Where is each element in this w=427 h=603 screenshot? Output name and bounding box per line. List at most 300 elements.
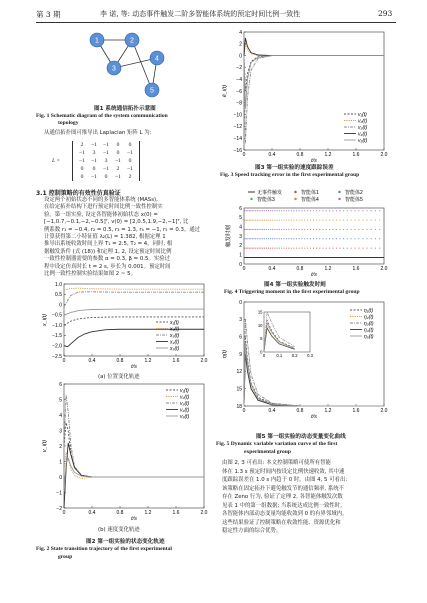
y-tick-label: −2.5 <box>52 353 62 360</box>
trigger-event <box>247 210 248 211</box>
trigger-event <box>255 210 256 211</box>
trigger-event <box>244 238 245 239</box>
matrix-cell: 0 <box>92 166 96 172</box>
trigger-event <box>252 210 253 211</box>
trigger-event <box>253 220 254 221</box>
trigger-event <box>307 220 308 221</box>
legend-label: 智能体3 <box>257 196 275 203</box>
trigger-event <box>255 248 256 249</box>
trigger-event <box>304 229 305 230</box>
trigger-event <box>274 229 275 230</box>
trigger-row-3 <box>244 229 380 230</box>
trigger-event <box>268 248 269 249</box>
legend-swatch <box>338 198 340 200</box>
trigger-event <box>274 248 275 249</box>
trigger-event <box>316 238 317 239</box>
trigger-event <box>326 238 327 239</box>
legend-label: v₁(t) <box>180 387 189 394</box>
x-tick-label: 1.2 <box>324 408 332 414</box>
y-axis-label: v_i(t) <box>42 439 48 453</box>
trigger-event <box>313 248 314 249</box>
trigger-event <box>339 229 340 230</box>
legend-label: v₃(t) <box>358 124 368 131</box>
trigger-event <box>343 210 344 211</box>
y-tick-label: 4 <box>239 224 242 231</box>
trigger-event <box>329 220 330 221</box>
series-line-4 <box>244 354 384 406</box>
legend-label: 无事件触发 <box>257 189 283 196</box>
trigger-event <box>264 238 265 239</box>
matrix-cell: −1 <box>79 150 85 156</box>
series-line-5 <box>244 56 384 109</box>
series-line-3 <box>64 292 204 307</box>
trigger-event <box>279 229 280 230</box>
matrix-cell: 0 <box>128 142 132 148</box>
legend-label: v₅(t) <box>180 413 190 420</box>
trigger-event <box>319 248 320 249</box>
trigger-event <box>296 210 297 211</box>
matrix-cell: −1 <box>103 142 109 148</box>
trigger-event <box>379 229 380 230</box>
trigger-event <box>343 248 344 249</box>
trigger-event <box>329 229 330 230</box>
trigger-event <box>336 229 337 230</box>
x-tick-label: 0 <box>62 510 66 516</box>
trigger-event <box>329 210 330 211</box>
fig2b-subcaption: (b) 速度变化轨迹 <box>98 527 140 533</box>
trigger-event <box>322 210 323 211</box>
trigger-event <box>336 210 337 211</box>
trigger-event <box>362 220 363 221</box>
legend-label: 智能体4 <box>301 196 319 203</box>
matrix-cell: −1 <box>91 142 97 148</box>
y-tick-label: 1 <box>239 252 242 259</box>
trigger-event <box>270 210 271 211</box>
matrix-cell: 0 <box>104 174 108 180</box>
trigger-event <box>354 210 355 211</box>
trigger-event <box>276 210 277 211</box>
trigger-event <box>253 229 254 230</box>
trigger-event <box>299 248 300 249</box>
y-axis-label: ē_i(t) <box>222 84 228 98</box>
x-tick-label: 1.2 <box>144 358 152 364</box>
y-tick-label: −2.0 <box>52 343 62 350</box>
matrix-cell: 3 <box>92 150 96 156</box>
trigger-event <box>270 229 271 230</box>
trigger-event <box>264 229 265 230</box>
trigger-event <box>283 238 284 239</box>
trigger-row-1 <box>244 248 380 249</box>
trigger-event <box>270 248 271 249</box>
y-tick-label: 5 <box>239 215 242 222</box>
trigger-event <box>301 238 302 239</box>
fig5-caption-en-2: experimental group <box>244 449 291 455</box>
trigger-event <box>332 210 333 211</box>
y-tick-label: 2 <box>239 41 242 48</box>
trigger-event <box>351 238 352 239</box>
trigger-event <box>358 229 359 230</box>
trigger-event <box>316 248 317 249</box>
trigger-event <box>244 248 245 249</box>
x-tick-label: 2.0 <box>200 510 208 516</box>
text-line: 该策略在固定拓扑下避免触发节的通信频率, 系统不 <box>222 485 345 492</box>
trigger-event <box>329 248 330 249</box>
matrix-cell: −1 <box>115 158 121 164</box>
trigger-event <box>270 220 271 221</box>
legend-label: v₂(t) <box>180 394 190 401</box>
trigger-event <box>286 238 287 239</box>
trigger-event <box>336 220 337 221</box>
y-tick-label: 3 <box>239 233 242 240</box>
trigger-event <box>319 229 320 230</box>
matrix-cell: 2 <box>128 174 132 180</box>
trigger-event <box>322 220 323 221</box>
y-tick-label: −6 <box>236 88 242 95</box>
trigger-event <box>310 238 311 239</box>
y-tick-label: −1.0 <box>52 322 62 329</box>
trigger-event <box>257 238 258 239</box>
fig1-node-label: 3 <box>112 65 116 73</box>
y-tick-label: 1.0 <box>55 281 62 288</box>
text-line: 这些结果验证了控制策略在收敛性能、资源优化和 <box>222 519 341 526</box>
trigger-event <box>244 220 245 221</box>
inset-x-tick-label: 0 <box>262 353 266 358</box>
series-line-5 <box>64 458 204 492</box>
text-line: 验。第一组实验, 设定各智能体初始状态 x(0) = <box>44 211 158 218</box>
trigger-event <box>268 220 269 221</box>
trigger-event <box>371 210 372 211</box>
trigger-event <box>279 248 280 249</box>
x-tick-label: 0.8 <box>116 358 124 364</box>
trigger-event <box>270 238 271 239</box>
x-axis-label: t/s <box>131 516 137 522</box>
y-axis-label: x_i(t) <box>42 313 48 327</box>
legend-swatch <box>250 198 252 200</box>
fig4-trigger-chart <box>216 186 396 278</box>
x-axis-label: t/s <box>311 158 317 164</box>
trigger-event <box>351 248 352 249</box>
trigger-event <box>296 229 297 230</box>
trigger-event <box>291 229 292 230</box>
trigger-event <box>291 210 292 211</box>
fig4-caption-en: Fig. 4 Triggering moment in the first experimental group <box>224 289 360 295</box>
text-line: 一致性控制器需要的参数 α = 0.3, β = 0.5。实验过 <box>44 256 171 263</box>
trigger-event <box>259 238 260 239</box>
trigger-event <box>259 210 260 211</box>
trigger-event <box>358 210 359 211</box>
trigger-event <box>252 220 253 221</box>
trigger-event <box>281 210 282 211</box>
trigger-event <box>326 220 327 221</box>
trigger-event <box>257 210 258 211</box>
x-tick-label: 1.6 <box>172 358 180 364</box>
trigger-event <box>283 248 284 249</box>
text-line: 在给定拓扑结构下进行预定时间比例一致性控制实 <box>44 204 163 211</box>
y-tick-label: −14 <box>233 136 242 142</box>
trigger-event <box>272 220 273 221</box>
trigger-event <box>299 229 300 230</box>
trigger-event <box>310 220 311 221</box>
fig3-caption-en: Fig. 3 Speed tracking error in the first experimental group <box>220 172 360 178</box>
x-tick-label: 1.6 <box>352 408 360 414</box>
trigger-event <box>249 229 250 230</box>
laplacian-matrix <box>72 141 140 181</box>
x-tick-label: 0.4 <box>88 510 96 516</box>
trigger-event <box>336 248 337 249</box>
fig2a-position-chart <box>36 280 216 372</box>
trigger-row-4 <box>244 220 380 221</box>
fig2-caption-cn: 图2 第一组实验的状态变化轨迹 <box>86 539 165 545</box>
trigger-event <box>347 229 348 230</box>
trigger-event <box>339 210 340 211</box>
x-tick-label: 0.8 <box>296 152 304 158</box>
matrix-cell: 2 <box>80 142 84 148</box>
trigger-event <box>274 238 275 239</box>
trigger-event <box>326 210 327 211</box>
trigger-event <box>264 220 265 221</box>
y-tick-label: 0 <box>239 299 242 306</box>
trigger-event <box>307 238 308 239</box>
plot-frame <box>244 208 384 264</box>
matrix-cell: 2 <box>116 166 120 172</box>
matrix-row <box>76 157 136 165</box>
trigger-event <box>266 220 267 221</box>
series-line-2 <box>244 44 384 56</box>
trigger-event <box>255 238 256 239</box>
trigger-event <box>316 229 317 230</box>
trigger-event <box>288 229 289 230</box>
trigger-event <box>288 210 289 211</box>
legend-label: v₄(t) <box>358 131 368 138</box>
trigger-event <box>250 248 251 249</box>
legend-label: v₃(t) <box>180 400 190 407</box>
trigger-event <box>375 238 376 239</box>
trigger-event <box>260 229 261 230</box>
trigger-event <box>272 229 273 230</box>
series-line-1 <box>64 423 204 477</box>
trigger-event <box>260 248 261 249</box>
trigger-event <box>362 210 363 211</box>
x-axis-label: t/s <box>131 364 137 370</box>
x-axis-label: t/s <box>311 414 317 420</box>
matrix-cell: 0 <box>116 142 120 148</box>
inset-x-tick-label: 0.1 <box>276 353 283 358</box>
trigger-event <box>276 220 277 221</box>
legend-label: x₃(t) <box>170 332 180 339</box>
trigger-event <box>351 210 352 211</box>
trigger-event <box>332 248 333 249</box>
matrix-label: L = <box>52 158 61 164</box>
trigger-event <box>366 248 367 249</box>
fig1-caption-cn: 图1 系统通信拓扑示意图 <box>94 106 156 112</box>
y-tick-label: −1 <box>56 490 62 497</box>
trigger-event <box>354 248 355 249</box>
fig1-node-label: 1 <box>95 37 99 45</box>
trigger-event <box>291 238 292 239</box>
trigger-event <box>362 238 363 239</box>
fig2b-velocity-chart <box>36 380 216 526</box>
trigger-event <box>268 238 269 239</box>
trigger-event <box>322 238 323 239</box>
trigger-event <box>246 248 247 249</box>
trigger-event <box>286 220 287 221</box>
trigger-event <box>262 229 263 230</box>
trigger-event <box>358 248 359 249</box>
trigger-event <box>379 238 380 239</box>
y-tick-label: 2 <box>59 443 62 450</box>
trigger-event <box>252 248 253 249</box>
y-tick-label: 0 <box>239 261 242 268</box>
trigger-event <box>262 248 263 249</box>
y-tick-label: 18 <box>236 403 242 410</box>
y-tick-label: 4 <box>239 29 242 36</box>
page-number: 293 <box>378 9 393 18</box>
trigger-event <box>257 220 258 221</box>
legend-label: v₁(t) <box>358 111 367 118</box>
trigger-event <box>313 229 314 230</box>
trigger-event <box>375 220 376 221</box>
trigger-event <box>304 248 305 249</box>
trigger-event <box>266 229 267 230</box>
trigger-event <box>259 220 260 221</box>
fig1-caption-en-1: Fig. 1 Schematic diagram of the system communication <box>36 113 168 119</box>
trigger-event <box>304 210 305 211</box>
trigger-event <box>301 229 302 230</box>
y-tick-label: −4 <box>236 77 242 83</box>
trigger-event <box>249 248 250 249</box>
inset-x-tick-label: 0.3 <box>307 353 313 358</box>
matrix-cell: −1 <box>79 158 85 164</box>
trigger-event <box>272 210 273 211</box>
inset-x-tick-label: 0.2 <box>291 353 298 358</box>
trigger-event <box>293 238 294 239</box>
x-tick-label: 2.0 <box>380 152 388 158</box>
y-tick-label: −1.5 <box>52 333 62 340</box>
trigger-event <box>276 248 277 249</box>
legend-label: η₂(t) <box>364 314 374 321</box>
trigger-event <box>244 210 245 211</box>
fig2-caption-en-2: group <box>58 554 73 560</box>
trigger-event <box>288 248 289 249</box>
trigger-event <box>351 220 352 221</box>
matrix-row <box>76 149 136 157</box>
fig5-dynamic-variable-chart <box>216 298 396 428</box>
legend-label: v₅(t) <box>358 137 368 144</box>
trigger-event <box>279 210 280 211</box>
trigger-event <box>249 210 250 211</box>
text-line: 体在 1.3 s 预定时间内按设定比例快速收敛, 其中速 <box>222 468 345 475</box>
trigger-event <box>313 220 314 221</box>
matrix-cell: −1 <box>127 150 133 156</box>
y-tick-label: 0 <box>59 302 62 309</box>
trigger-event <box>247 248 248 249</box>
trigger-event <box>253 210 254 211</box>
trigger-event <box>247 238 248 239</box>
fig1-node-label: 5 <box>150 87 154 95</box>
trigger-event <box>379 210 380 211</box>
x-tick-label: 0.8 <box>296 408 304 414</box>
trigger-event <box>354 238 355 239</box>
legend-label: 智能体5 <box>345 196 363 203</box>
trigger-event <box>358 220 359 221</box>
matrix-row <box>76 173 136 181</box>
trigger-event <box>283 229 284 230</box>
trigger-event <box>262 210 263 211</box>
matrix-cell: 0 <box>80 166 84 172</box>
legend-label: v₂(t) <box>358 118 368 125</box>
trigger-event <box>286 229 287 230</box>
text-line: 例系数 r₁ = −0.4, r₂ = 0.5, r₃ = 1.3, r₄ = −1, r₅ = 0.3。通过 <box>44 226 201 233</box>
trigger-event <box>319 210 320 211</box>
legend-label: η₃(t) <box>364 320 374 327</box>
trigger-event <box>343 220 344 221</box>
text-line: 计算获得第二小特征值 λ₂(L) = 1.382, 根据定理 1 <box>44 234 166 240</box>
trigger-event <box>259 229 260 230</box>
trigger-event <box>362 248 363 249</box>
trigger-event <box>322 229 323 230</box>
fig5-caption-cn: 图5 第一组实验的动态变量变化曲线 <box>256 434 346 440</box>
matrix-row <box>76 141 136 149</box>
trigger-event <box>291 248 292 249</box>
y-tick-label: 5 <box>59 397 62 404</box>
x-tick-label: 0.8 <box>296 266 304 272</box>
trigger-event <box>339 248 340 249</box>
text-line: 度跟踪误差在 1.0 s 内趋于 0 时。由图 4, 5 可看出: <box>222 477 348 483</box>
fig3-caption-cn: 图3 第一组实验的速度跟踪误差 <box>255 165 334 171</box>
series-line-4 <box>244 38 384 56</box>
trigger-event <box>249 220 250 221</box>
y-tick-label: −8 <box>236 100 242 107</box>
trigger-event <box>351 229 352 230</box>
trigger-event <box>281 238 282 239</box>
text-line: [−1,0.7,−0.1,−2,−0.5]ᵀ, v(0) = [2,0.5,1.9,−2,−1]ᵀ, 比 <box>44 219 189 226</box>
y-tick-label: 15 <box>236 386 242 393</box>
fig3-error-chart <box>216 28 396 178</box>
trigger-event <box>332 238 333 239</box>
trigger-event <box>366 210 367 211</box>
trigger-event <box>310 210 311 211</box>
trigger-event <box>326 229 327 230</box>
fig2-caption-en-1: Fig. 2 State transition trajectory of the first experimental <box>36 546 172 552</box>
plot-frame <box>64 284 204 356</box>
issue-number: 第 3 期 <box>36 10 61 19</box>
series-line-4 <box>64 329 204 346</box>
y-axis-label: 触发时刻 <box>226 224 232 248</box>
trigger-event <box>358 238 359 239</box>
trigger-event <box>264 210 265 211</box>
matrix-cell: 3 <box>104 158 108 164</box>
trigger-event <box>246 229 247 230</box>
matrix-cell: −1 <box>103 150 109 156</box>
trigger-event <box>247 229 248 230</box>
trigger-event <box>366 220 367 221</box>
series-line-2 <box>64 288 204 290</box>
trigger-event <box>293 248 294 249</box>
trigger-event <box>276 238 277 239</box>
trigger-event <box>257 248 258 249</box>
y-tick-label: 0 <box>59 474 62 481</box>
x-axis-label: t/s <box>311 272 317 278</box>
series-line-1 <box>64 317 204 325</box>
matrix-cell: −1 <box>103 166 109 172</box>
trigger-row-2 <box>244 238 380 239</box>
trigger-event <box>293 220 294 221</box>
y-tick-label: 6 <box>59 381 62 388</box>
trigger-event <box>343 229 344 230</box>
legend-swatch <box>294 191 296 193</box>
y-tick-label: 9 <box>239 351 242 358</box>
y-tick-label: 6 <box>239 205 242 212</box>
